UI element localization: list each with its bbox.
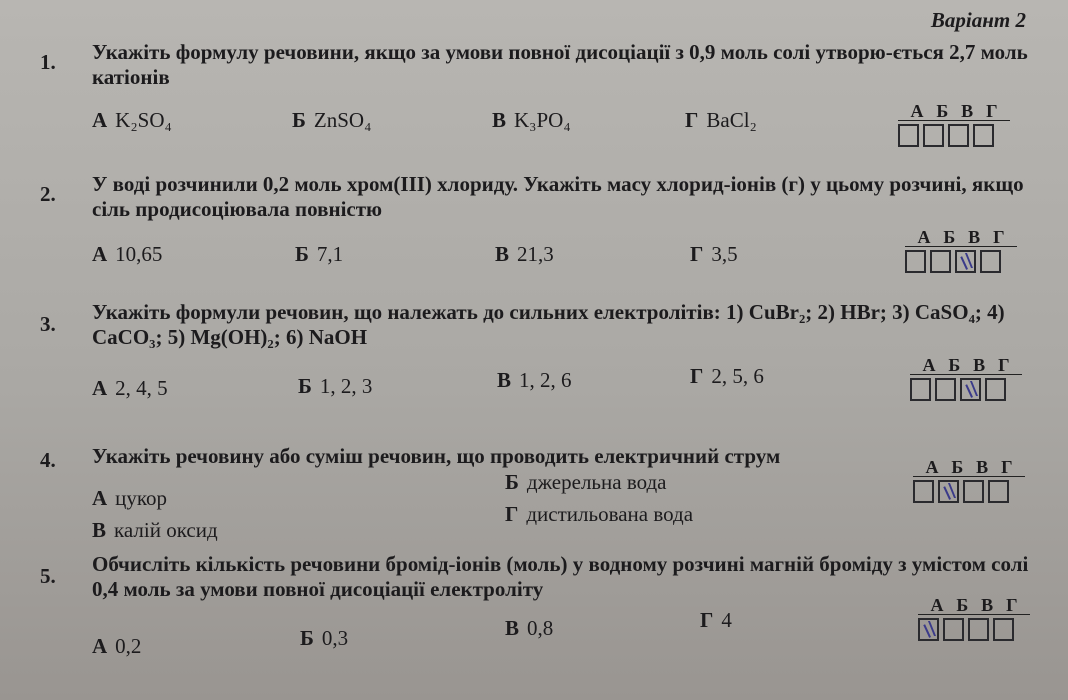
option-v[interactable] bbox=[505, 616, 553, 641]
option-value: калій оксид bbox=[114, 518, 218, 542]
answer-grid bbox=[918, 596, 1030, 641]
grid-letter: Б bbox=[956, 595, 969, 615]
option-letter: В bbox=[497, 368, 512, 392]
option-g[interactable] bbox=[685, 108, 757, 133]
option-letter: Б bbox=[295, 242, 309, 266]
grid-letter: В bbox=[968, 227, 981, 247]
grid-letter: В bbox=[973, 355, 986, 375]
grid-letter: А bbox=[917, 227, 931, 247]
option-g[interactable] bbox=[505, 502, 693, 527]
question-text: Укажіть речовину або суміш речовин, що проводить електричний струм bbox=[92, 444, 781, 468]
option-value: 4 bbox=[721, 608, 732, 632]
option-letter: Г bbox=[685, 108, 699, 132]
grid-letter: Г bbox=[1001, 457, 1013, 477]
option-value: 2, 5, 6 bbox=[711, 364, 764, 388]
answer-box-a[interactable] bbox=[898, 124, 919, 147]
option-value: 1, 2, 6 bbox=[519, 368, 572, 392]
answer-box-g[interactable] bbox=[985, 378, 1006, 401]
option-letter: В bbox=[492, 108, 507, 132]
option-letter: В bbox=[92, 518, 107, 542]
answer-box-a[interactable] bbox=[910, 378, 931, 401]
grid-letter: А bbox=[910, 101, 924, 121]
answer-box-v-checked[interactable] bbox=[960, 378, 981, 401]
option-letter: Г bbox=[700, 608, 714, 632]
option-letter: Б bbox=[292, 108, 306, 132]
option-letter: В bbox=[495, 242, 510, 266]
question-text: У воді розчинили 0,2 моль хром(III) хлориду. Укажіть масу хлорид-іонів (г) у цьому розчині, якщо сіль продисоціювала повністю bbox=[92, 172, 1024, 221]
answer-box-a[interactable] bbox=[913, 480, 934, 503]
option-value: 1, 2, 3 bbox=[319, 374, 373, 398]
option-letter: Б bbox=[505, 470, 519, 494]
option-b[interactable] bbox=[298, 374, 372, 399]
option-letter: А bbox=[92, 486, 108, 510]
option-value: 21,3 bbox=[517, 242, 554, 266]
answer-grid bbox=[910, 356, 1022, 401]
question-number: 5. bbox=[40, 564, 56, 588]
option-b[interactable] bbox=[295, 242, 343, 267]
answer-box-v[interactable] bbox=[968, 618, 989, 641]
grid-letter: Б bbox=[943, 227, 956, 247]
option-value: 0,2 bbox=[115, 634, 142, 658]
option-g[interactable] bbox=[700, 608, 732, 633]
answer-box-g[interactable] bbox=[980, 250, 1001, 273]
question-text: Укажіть формулу речовини, якщо за умови повної дисоціації з 0,9 моль солі утворю-ється 2,7 моль катіонів bbox=[92, 40, 1028, 89]
grid-letter: Г bbox=[998, 355, 1010, 375]
option-value: 7,1 bbox=[316, 242, 344, 266]
grid-letter: Г bbox=[986, 101, 998, 121]
question-text: Укажіть формули речовин, що належать до сильних електролітів: 1) CuBr₂; 2) HBr; 3) CaSO₄; 4) CaCO₃; 5) Mg(OH)₂; 6) NaOH bbox=[92, 300, 1005, 349]
answer-box-g[interactable] bbox=[988, 480, 1009, 503]
answer-grid bbox=[905, 228, 1017, 273]
option-letter: Б bbox=[298, 374, 312, 398]
option-value: K₃PO₄ bbox=[514, 108, 571, 132]
option-b[interactable] bbox=[300, 626, 348, 651]
option-g[interactable] bbox=[690, 364, 764, 389]
option-letter: В bbox=[505, 616, 520, 640]
option-letter: Б bbox=[300, 626, 314, 650]
option-a[interactable] bbox=[92, 242, 162, 267]
option-v[interactable] bbox=[92, 518, 218, 543]
variant-heading: Варіант 2 bbox=[930, 8, 1026, 32]
grid-letter: А bbox=[925, 457, 939, 477]
question-number: 3. bbox=[40, 312, 56, 336]
option-a[interactable] bbox=[92, 634, 141, 659]
answer-grid bbox=[898, 102, 1010, 147]
grid-letter: Б bbox=[948, 355, 961, 375]
grid-letter: Г bbox=[993, 227, 1005, 247]
answer-grid bbox=[913, 458, 1025, 503]
option-value: ZnSO₄ bbox=[313, 108, 372, 132]
option-value: 3,5 bbox=[711, 242, 738, 266]
grid-letter: А bbox=[930, 595, 944, 615]
option-value: BaCl₂ bbox=[706, 108, 757, 132]
grid-letter: Б bbox=[951, 457, 964, 477]
answer-box-a-checked[interactable] bbox=[918, 618, 939, 641]
option-value: джерельна вода bbox=[526, 470, 667, 494]
answer-box-b[interactable] bbox=[923, 124, 944, 147]
question-number: 2. bbox=[40, 182, 56, 206]
option-letter: А bbox=[92, 634, 108, 658]
answer-box-g[interactable] bbox=[973, 124, 994, 147]
grid-letter: Г bbox=[1006, 595, 1018, 615]
grid-letter: Б bbox=[936, 101, 949, 121]
option-a[interactable] bbox=[92, 376, 168, 401]
grid-letter: А bbox=[922, 355, 936, 375]
grid-letter: В bbox=[976, 457, 989, 477]
question-number: 4. bbox=[40, 448, 56, 472]
option-value: 0,8 bbox=[527, 616, 554, 640]
option-value: 10,65 bbox=[115, 242, 163, 266]
option-b[interactable] bbox=[292, 108, 371, 133]
option-letter: А bbox=[92, 242, 108, 266]
option-letter: Г bbox=[505, 502, 519, 526]
option-value: 2, 4, 5 bbox=[115, 376, 168, 400]
option-letter: А bbox=[92, 376, 108, 400]
option-value: дистильована вода bbox=[526, 502, 694, 526]
answer-box-v-checked[interactable] bbox=[955, 250, 976, 273]
option-letter: Г bbox=[690, 364, 704, 388]
option-letter: А bbox=[92, 108, 108, 132]
option-value: цукор bbox=[115, 486, 168, 510]
option-v[interactable] bbox=[497, 368, 572, 393]
option-g[interactable] bbox=[690, 242, 738, 267]
question-text: Обчисліть кількість речовини бромід-іонів (моль) у водному розчині магній броміду з умістом солі 0,4 моль за умови повної дисоціації електроліту bbox=[92, 552, 1029, 601]
answer-box-v[interactable] bbox=[948, 124, 969, 147]
question-number: 1. bbox=[40, 50, 56, 74]
option-b[interactable] bbox=[505, 470, 667, 495]
option-v[interactable] bbox=[495, 242, 554, 267]
option-value: 0,3 bbox=[321, 626, 349, 650]
answer-box-b[interactable] bbox=[943, 618, 964, 641]
answer-box-b[interactable] bbox=[935, 378, 956, 401]
option-letter: Г bbox=[690, 242, 704, 266]
option-v[interactable] bbox=[492, 108, 571, 133]
option-value: K₂SO₄ bbox=[115, 108, 172, 132]
option-a[interactable] bbox=[92, 486, 167, 511]
answer-box-v[interactable] bbox=[963, 480, 984, 503]
answer-box-b-checked[interactable] bbox=[938, 480, 959, 503]
answer-box-b[interactable] bbox=[930, 250, 951, 273]
option-a[interactable] bbox=[92, 108, 172, 133]
grid-letter: В bbox=[961, 101, 974, 121]
answer-box-a[interactable] bbox=[905, 250, 926, 273]
answer-box-g[interactable] bbox=[993, 618, 1014, 641]
grid-letter: В bbox=[981, 595, 994, 615]
